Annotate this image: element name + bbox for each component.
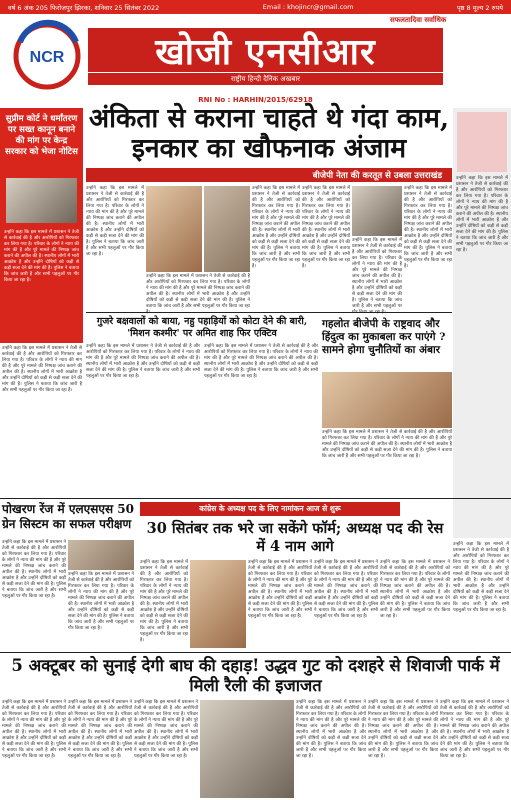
story2-body-col2: उन्होंने कहा कि इस मामले में प्रशासन ने तेजी से कार्रवाई की है और आरोपियों को गिरफ्तार कर लिया गया है। परिवार के लोगों ने न्याय की मांग की है और पूरे मामले की निष्पक्ष जांच कराने की अपील की है। स्थानीय लोगों में भारी आक्रोश है और उन्होंने दोषियों को कड़ी से कड़ी सजा देने की मांग की है। पुलिस ने बताया कि जांच जारी है और सभी पहलुओं पर गौर किया जा रहा है।	[204, 344, 318, 379]
ncr-logo	[6, 22, 88, 90]
story3-photo	[322, 372, 452, 428]
lead-body-col1: उन्होंने कहा कि इस मामले में प्रशासन ने तेजी से कार्रवाई की है और आरोपियों को गिरफ्तार कर लिया गया है। परिवार के लोगों ने न्याय की मांग की है और पूरे मामले की निष्पक्ष जांच कराने की अपील की है। स्थानीय लोगों में भारी आक्रोश है और उन्होंने दोषियों को कड़ी से कड़ी सजा देने की मांग की है। पुलिस ने बताया कि जांच जारी है और सभी पहलुओं पर गौर किया जा रहा है।	[86, 186, 144, 257]
right-col-body: उन्होंने कहा कि इस मामले में प्रशासन ने तेजी से कार्रवाई की है और आरोपियों को गिरफ्तार कर लिया गया है। परिवार के लोगों ने न्याय की मांग की है और पूरे मामले की निष्पक्ष जांच कराने की अपील की है। स्थानीय लोगों में भारी आक्रोश है और उन्होंने दोषियों को कड़ी से कड़ी सजा देने की मांग की है। पुलिस ने बताया कि जांच जारी है और सभी पहलुओं पर गौर किया जा रहा है।	[453, 542, 509, 613]
right-ad-photo	[457, 112, 507, 172]
rni-number: RNI No : HARHIN/2015/62918	[198, 96, 313, 104]
story3-headline: गहलोत बीजेपी के राष्ट्रवाद और हिंदुत्व का मुकाबला कर पाएंगे ? सामने होगा चुनौतियों का अंबार	[322, 318, 446, 356]
story6-body-col6: उन्होंने कहा कि इस मामले में प्रशासन ने तेजी से कार्रवाई की है और आरोपियों को गिरफ्तार कर लिया गया है। परिवार के लोगों ने न्याय की मांग की है और पूरे मामले की निष्पक्ष जांच कराने की अपील की है। स्थानीय लोगों में भारी आक्रोश है और उन्होंने दोषियों को कड़ी से कड़ी सजा देने की मांग की है। पुलिस ने बताया कि जांच जारी है और सभी पहलुओं पर गौर किया जा रहा है।	[440, 700, 509, 759]
right-ad-body: उन्होंने कहा कि इस मामले में प्रशासन ने तेजी से कार्रवाई की है और आरोपियों को गिरफ्तार कर लिया गया है। परिवार के लोगों ने न्याय की मांग की है और पूरे मामले की निष्पक्ष जांच कराने की अपील की है। स्थानीय लोगों में भारी आक्रोश है और उन्होंने दोषियों को कड़ी से कड़ी सजा देने की मांग की है। पुलिस ने बताया कि जांच जारी है और सभी पहलुओं पर गौर किया जा रहा है।	[456, 176, 508, 253]
story4-photo	[68, 540, 134, 570]
story5-body-col2: उन्होंने कहा कि इस मामले में प्रशासन ने तेजी से कार्रवाई की है और आरोपियों को गिरफ्तार कर लिया गया है। परिवार के लोगों ने न्याय की मांग की है और पूरे मामले की निष्पक्ष जांच कराने की अपील की है। स्थानीय लोगों में भारी आक्रोश है और उन्होंने दोषियों को कड़ी से कड़ी सजा देने की मांग की है। पुलिस ने बताया कि जांच जारी है और सभी पहलुओं पर गौर किया जा रहा है।	[248, 560, 312, 619]
story6-body-col1: उन्होंने कहा कि इस मामले में प्रशासन ने तेजी से कार्रवाई की है और आरोपियों को गिरफ्तार कर लिया गया है। परिवार के लोगों ने न्याय की मांग की है और पूरे मामले की निष्पक्ष जांच कराने की अपील की है। स्थानीय लोगों में भारी आक्रोश है और उन्होंने दोषियों को कड़ी से कड़ी सजा देने की मांग की है। पुलिस ने बताया कि जांच जारी है और सभी पहलुओं पर गौर किया जा रहा है।	[2, 700, 66, 759]
lead-photo-3	[352, 186, 402, 236]
story6-body-col2: उन्होंने कहा कि इस मामले में प्रशासन ने तेजी से कार्रवाई की है और आरोपियों को गिरफ्तार कर लिया गया है। परिवार के लोगों ने न्याय की मांग की है और पूरे मामले की निष्पक्ष जांच कराने की अपील की है। स्थानीय लोगों में भारी आक्रोश है और उन्होंने दोषियों को कड़ी से कड़ी सजा देने की मांग की है। पुलिस ने बताया कि जांच जारी है और सभी पहलुओं पर गौर किया जा रहा है।	[68, 700, 132, 759]
story6-photo	[200, 700, 294, 798]
masthead-tagline: सफलतादिवा सर्वाधिक	[390, 16, 447, 24]
left-ad-body: उन्होंने कहा कि इस मामले में प्रशासन ने तेजी से कार्रवाई की है और आरोपियों को गिरफ्तार कर लिया गया है। परिवार के लोगों ने न्याय की मांग की है और पूरे मामले की निष्पक्ष जांच कराने की अपील की है। स्थानीय लोगों में भारी आक्रोश है और उन्होंने दोषियों को कड़ी से कड़ी सजा देने की मांग की है। पुलिस ने बताया कि जांच जारी है और सभी पहलुओं पर गौर किया जा रहा है।	[4, 230, 79, 283]
logo-text: NCR	[29, 49, 65, 66]
divider	[0, 498, 511, 499]
story5-photo	[190, 560, 246, 648]
issue-info: वर्ष 6 अंक 205 फिरोजपुर झिरका, शनिवार 25 सितंबर 2022	[8, 3, 160, 12]
top-info-bar	[0, 0, 511, 14]
email-info: Email : khojincr@gmail.com	[262, 3, 354, 11]
lead-photo-2	[204, 186, 250, 272]
lead-body-col5: उन्होंने कहा कि इस मामले में प्रशासन ने तेजी से कार्रवाई की है और आरोपियों को गिरफ्तार कर लिया गया है। परिवार के लोगों ने न्याय की मांग की है और पूरे मामले की निष्पक्ष जांच कराने की अपील की है। स्थानीय लोगों में भारी आक्रोश है और उन्होंने दोषियों को कड़ी से कड़ी सजा देने की मांग की है। पुलिस ने बताया कि जांच जारी है और सभी पहलुओं पर	[352, 238, 402, 309]
divider	[86, 312, 452, 313]
price-info: पृष्ठ 8 मूल्य 2 रुपये	[456, 3, 503, 12]
story4-body-col1: उन्होंने कहा कि इस मामले में प्रशासन ने तेजी से कार्रवाई की है और आरोपियों को गिरफ्तार कर लिया गया है। परिवार के लोगों ने न्याय की मांग की है और पूरे मामले की निष्पक्ष जांच कराने की अपील की है। स्थानीय लोगों में भारी आक्रोश है और उन्होंने दोषियों को कड़ी से कड़ी सजा देने की मांग की है। पुलिस ने बताया कि जांच जारी है और सभी पहलुओं पर गौर किया जा रहा है।	[2, 540, 66, 599]
story6-body-col3: उन्होंने कहा कि इस मामले में प्रशासन ने तेजी से कार्रवाई की है और आरोपियों को गिरफ्तार कर लिया गया है। परिवार के लोगों ने न्याय की मांग की है और पूरे मामले की निष्पक्ष जांच कराने की अपील की है। स्थानीय लोगों में भारी आक्रोश है और उन्होंने दोषियों को कड़ी से कड़ी सजा देने की मांग की है। पुलिस ने बताया कि जांच जारी है और सभी पहलुओं पर गौर किया जा रहा है।	[134, 700, 198, 759]
story2-body-col1: उन्होंने कहा कि इस मामले में प्रशासन ने तेजी से कार्रवाई की है और आरोपियों को गिरफ्तार कर लिया गया है। परिवार के लोगों ने न्याय की मांग की है और पूरे मामले की निष्पक्ष जांच कराने की अपील की है। स्थानीय लोगों में भारी आक्रोश है और उन्होंने दोषियों को कड़ी से कड़ी सजा देने की मांग की है। पुलिस ने बताया कि जांच जारी है और सभी पहलुओं पर गौर किया जा रहा है।	[86, 344, 200, 379]
supreme-court-photo	[6, 178, 77, 223]
left-ad-column	[0, 108, 83, 343]
lead-body-col6: उन्होंने कहा कि इस मामले में प्रशासन ने तेजी से कार्रवाई की है और आरोपियों को गिरफ्तार कर लिया गया है। परिवार के लोगों ने न्याय की मांग की है और पूरे मामले की निष्पक्ष जांच कराने की अपील की है। स्थानीय लोगों में भारी आक्रोश है और उन्होंने दोषियों को कड़ी से कड़ी सजा देने की मांग की है। पुलिस ने बताया कि जांच जारी है और सभी पहलुओं पर गौर किया जा रहा है।	[404, 186, 452, 269]
story2-headline: गुजरे बक्षवालों को बाया, नहु पहाड़ियों को कोटा देने की बारी, 'मिशन कश्मीर' पर अमित शाह फिर एक्टिव	[96, 316, 308, 339]
story3-body: उन्होंने कहा कि इस मामले में प्रशासन ने तेजी से कार्रवाई की है और आरोपियों को गिरफ्तार कर लिया गया है। परिवार के लोगों ने न्याय की मांग की है और पूरे मामले की निष्पक्ष जांच कराने की अपील की है। स्थानीय लोगों में भारी आक्रोश है और उन्होंने दोषियों को कड़ी से कड़ी सजा देने की मांग की है। पुलिस ने बताया कि जांच जारी है और सभी पहलुओं पर गौर किया जा रहा है।	[322, 430, 452, 459]
story5-headline: 30 सितंबर तक भरे जा सकेंगे फॉर्म; अध्यक्ष पद की रेस में 4 नाम आगे	[146, 520, 444, 555]
lead-body-col2: उन्होंने कहा कि इस मामले में प्रशासन ने तेजी से कार्रवाई की है और आरोपियों को गिरफ्तार कर लिया गया है। परिवार के लोगों ने न्याय की मांग की है और पूरे मामले की निष्पक्ष जांच कराने की अपील की है। स्थानीय लोगों में भारी आक्रोश है और उन्होंने दोषियों को कड़ी से कड़ी सजा देने की मांग की है। पुलिस ने बताया कि जांच जारी है और सभी पहलुओं पर गौर किया जा रहा	[146, 274, 250, 309]
story6-body-col5: उन्होंने कहा कि इस मामले में प्रशासन ने तेजी से कार्रवाई की है और आरोपियों को गिरफ्तार कर लिया गया है। परिवार के लोगों ने न्याय की मांग की है और पूरे मामले की निष्पक्ष जांच कराने की अपील की है। स्थानीय लोगों में भारी आक्रोश है और उन्होंने दोषियों को कड़ी से कड़ी सजा देने की मांग की है। पुलिस ने बताया कि जांच जारी है और सभी पहलुओं पर गौर किया जा रहा है।	[368, 700, 438, 759]
lead-body-col3: उन्होंने कहा कि इस मामले में प्रशासन ने तेजी से कार्रवाई की है और आरोपियों को गिरफ्तार कर लिया गया है। परिवार के लोगों ने न्याय की मांग की है और पूरे मामले की निष्पक्ष जांच कराने की अपील की है। स्थानीय लोगों में भारी आक्रोश है और उन्होंने दोषियों को कड़ी से कड़ी सजा देने की मांग की है। पुलिस ने बताया कि जांच जारी है और सभी पहलुओं पर गौर किया जा रहा है।	[252, 186, 300, 269]
lead-headline: अंकिता से कराना चाहते थे गंदा काम, इनकार का खौफनाक अंजाम	[88, 103, 450, 164]
lead-body-col4: उन्होंने कहा कि इस मामले में प्रशासन ने तेजी से कार्रवाई की है और आरोपियों को गिरफ्तार कर लिया गया है। परिवार के लोगों ने न्याय की मांग की है और पूरे मामले की निष्पक्ष जांच कराने की अपील की है। स्थानीय लोगों में भारी आक्रोश है और उन्होंने दोषियों को कड़ी से कड़ी सजा देने की मांग की है। पुलिस ने बताया कि जांच जारी है और सभी पहलुओं पर गौर किया जा रहा है।	[302, 186, 350, 269]
right-ad-column	[453, 108, 511, 538]
left-col-body: उन्होंने कहा कि इस मामले में प्रशासन ने तेजी से कार्रवाई की है और आरोपियों को गिरफ्तार कर लिया गया है। परिवार के लोगों ने न्याय की मांग की है और पूरे मामले की निष्पक्ष जांच कराने की अपील की है। स्थानीय लोगों में भारी आक्रोश है और उन्होंने दोषियों को कड़ी से कड़ी सजा देने की मांग की है। पुलिस ने बताया कि जांच जारी है और सभी पहलुओं पर गौर किया जा रहा है।	[2, 346, 82, 393]
story6-headline: 5 अक्टूबर को सुनाई देगी बाघ की दहाड़! उद्धव गुट को दशहरे से शिवाजी पार्क में मिली रैली की इजाजत	[11, 656, 500, 695]
lead-photo-1	[146, 186, 202, 272]
newspaper-title: खोजी एनसीआर	[88, 28, 443, 72]
story4-headline: पोखरण रेंज में एलएसएस 50 ग्रेन सिस्टम का सफल परीक्षण	[2, 502, 134, 531]
newspaper-subtitle: राष्ट्रीय हिन्दी दैनिक अखबार	[88, 73, 443, 85]
story5-body-col1: उन्होंने कहा कि इस मामले में प्रशासन ने तेजी से कार्रवाई की है और आरोपियों को गिरफ्तार कर लिया गया है। परिवार के लोगों ने न्याय की मांग की है और पूरे मामले की निष्पक्ष जांच कराने की अपील की है। स्थानीय लोगों में भारी आक्रोश है और उन्होंने दोषियों को कड़ी से कड़ी सजा देने की मांग की है। पुलिस ने बताया कि जांच जारी है और सभी पहलुओं पर गौर किया जा रहा है।	[140, 560, 188, 643]
left-ad-headline: सुप्रीम कोर्ट ने धर्मांतरण पर सख्त कानून बनाने की मांग पर केन्द्र सरकार को भेजा नोटिस	[5, 114, 78, 157]
story5-body-col4: उन्होंने कहा कि इस मामले में प्रशासन ने तेजी से कार्रवाई की है और आरोपियों को गिरफ्तार कर लिया गया है। परिवार के लोगों ने न्याय की मांग की है और पूरे मामले की निष्पक्ष जांच कराने की अपील की है। स्थानीय लोगों में भारी आक्रोश है और उन्होंने दोषियों को कड़ी से कड़ी सजा देने की मांग की है। पुलिस ने बताया कि जांच जारी है और सभी पहलुओं पर गौर किया जा रहा है।	[380, 560, 450, 619]
story5-pill: कांग्रेस के अध्यक्ष पद के लिए नामांकन आज से शुरू	[140, 502, 400, 516]
story4-body-col2: उन्होंने कहा कि इस मामले में प्रशासन ने तेजी से कार्रवाई की है और आरोपियों को गिरफ्तार कर लिया गया है। परिवार के लोगों ने न्याय की मांग की है और पूरे मामले की निष्पक्ष जांच कराने की अपील की है। स्थानीय लोगों में भारी आक्रोश है और उन्होंने दोषियों को कड़ी से कड़ी सजा देने की मांग की है। पुलिस ने बताया कि जांच जारी है और सभी पहलुओं पर गौर किया जा रहा है।	[68, 572, 134, 631]
story6-body-col4: उन्होंने कहा कि इस मामले में प्रशासन ने तेजी से कार्रवाई की है और आरोपियों को गिरफ्तार कर लिया गया है। परिवार के लोगों ने न्याय की मांग की है और पूरे मामले की निष्पक्ष जांच कराने की अपील की है। स्थानीय लोगों में भारी आक्रोश है और उन्होंने दोषियों को कड़ी से कड़ी सजा देने की मांग की है। पुलिस ने बताया कि जांच जारी है और सभी पहलुओं पर गौर किया जा रहा है।	[296, 700, 366, 759]
story5-body-col3: उन्होंने कहा कि इस मामले में प्रशासन ने तेजी से कार्रवाई की है और आरोपियों को गिरफ्तार कर लिया गया है। परिवार के लोगों ने न्याय की मांग की है और पूरे मामले की निष्पक्ष जांच कराने की अपील की है। स्थानीय लोगों में भारी आक्रोश है और उन्होंने दोषियों को कड़ी से कड़ी सजा देने की मांग की है। पुलिस ने बताया कि जांच जारी है और सभी पहलुओं पर गौर किया जा रहा है।	[314, 560, 378, 619]
lead-strip: बीजेपी नेता की करतूत से उबला उत्तराखंड	[86, 168, 452, 182]
divider	[0, 652, 511, 653]
